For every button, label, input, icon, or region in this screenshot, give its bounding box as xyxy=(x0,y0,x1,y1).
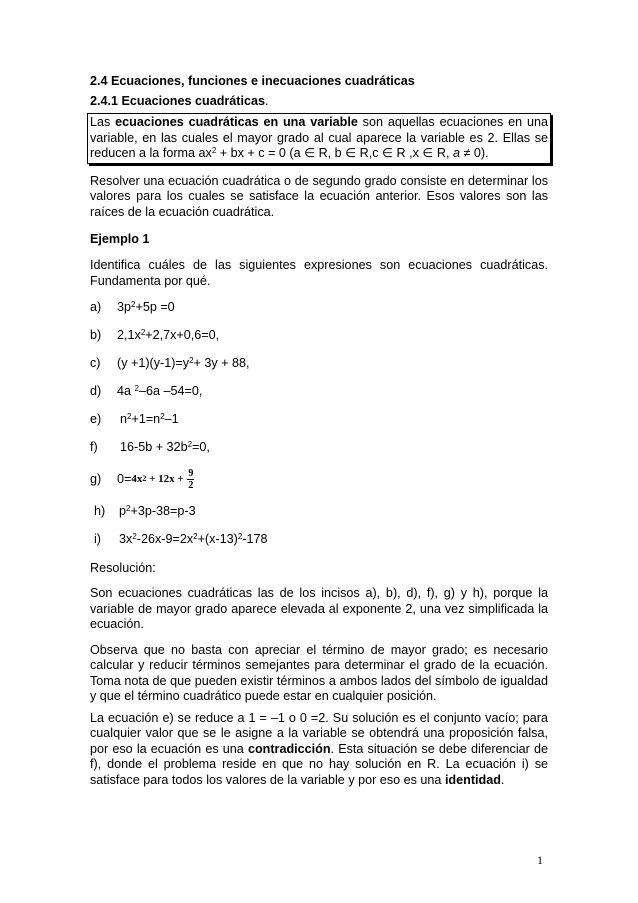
item-e xyxy=(90,411,548,427)
fraction: $\frac{9}{2}$ xyxy=(188,467,194,491)
definition-text-3: + bx + c = 0 (a ∈ R, b ∈ R,c ∈ R ,x ∈ R, xyxy=(216,146,453,160)
item-f xyxy=(90,439,548,455)
definition-superscript: 2 xyxy=(211,146,217,155)
definition-text-1: Las xyxy=(90,115,116,129)
item-expression: 4a $^2$–6a –54=0, xyxy=(117,384,203,398)
item-h xyxy=(90,503,548,519)
item-label: d) xyxy=(90,384,102,398)
resolution-paragraph-3: La ecuación e) se reduce a 1 = –1 o 0 =2. Su solución es el conjunto vacío; para cualquier valor que se le asigne a la variable se obtendrá una proposición falsa, por eso la ecuación es una contradicción. Esta situación se debe diferenciar de f), donde el problema reside en que no hay solución en R. La ecuación i) se satisface para todos los valores de la variable y por eso es una identidad. xyxy=(90,710,548,787)
item-expression: $n^2+1=n^2-1$ xyxy=(120,412,179,426)
item-label: e) xyxy=(90,412,102,426)
item-expression: $3p^2+5p =0$ xyxy=(117,300,175,314)
item-b xyxy=(90,327,548,343)
item-g xyxy=(90,465,548,493)
item-expression: $p^2+3p-38=p-3$ xyxy=(119,504,196,518)
definition-text-2: son aquellas ecuaciones en una variable, en las cuales el mayor grado al cual aparece la variable es 2. Ellas se reducen a la forma ax xyxy=(90,115,548,160)
item-label: f) xyxy=(90,440,98,454)
resolution-paragraph-2: Observa que no basta con apreciar el término de mayor grado; es necesario calcular y reducir términos semejantes para determinar el grado de la ecuación. Toma nota de que pueden existir términos a ambos lados del símbolo de igualdad y que el término cuadrático puede estar en cualquier posición. xyxy=(90,642,548,703)
page-content xyxy=(90,73,548,788)
example-title: Ejemplo 1 xyxy=(90,232,150,246)
item-label: h) xyxy=(94,504,106,518)
term-identidad: identidad xyxy=(444,772,501,787)
subsection-period: . xyxy=(265,94,269,108)
subsection-title: 2.4.1 Ecuaciones cuadráticas xyxy=(90,94,266,108)
item-expression: $(y +1)(y-1)=y^2+ 3y + 88$, xyxy=(117,356,250,370)
item-expression: $16-5b + 32b^2=0$, xyxy=(120,440,210,454)
resolution-title: Resolución: xyxy=(90,561,156,575)
item-label: g) xyxy=(90,472,102,486)
item-expression: 0= 4x 2 + 12x + $\frac{9}{2}$ xyxy=(117,467,194,491)
item-label: i) xyxy=(94,532,101,546)
item-label: c) xyxy=(90,356,101,370)
item-label: a) xyxy=(90,300,102,314)
intro-paragraph: Resolver una ecuación cuadrática o de segundo grado consiste en determinar los valores para los cuales se satisface la ecuación anterior. Esos valores son las raíces de la ecuación cuadrática. xyxy=(90,173,548,219)
definition-text-4: ≠ 0). xyxy=(459,146,489,160)
subsection-heading xyxy=(90,93,548,109)
item-d xyxy=(90,383,548,399)
item-label: b) xyxy=(90,328,102,342)
item-i xyxy=(90,531,548,547)
item-expression: $2,1x^2+2,7x+0,6=0$, xyxy=(117,328,220,342)
resolution-paragraph-1: Son ecuaciones cuadráticas las de los incisos a), b), d), f), g) y h), porque la variable de mayor grado aparece elevada al exponente 2, una vez simplificada la ecuación. xyxy=(90,586,548,631)
definition-term: ecuaciones cuadráticas en una variable xyxy=(115,115,358,129)
item-a xyxy=(90,299,548,315)
page-number: 1 xyxy=(537,853,543,867)
term-contradiccion: contradicción xyxy=(247,741,331,756)
definition-box xyxy=(87,113,551,164)
definition-a-italic: a xyxy=(452,146,460,160)
instruction-paragraph: Identifica cuáles de las siguientes expresiones son ecuaciones cuadráticas. Fundamenta por qué. xyxy=(90,258,548,288)
item-expression: $3x^2-26x-9=2x^2+(x-13)^2-178$ xyxy=(119,532,268,546)
section-title: 2.4 Ecuaciones, funciones e inecuaciones cuadráticas xyxy=(90,74,415,88)
item-c xyxy=(90,355,548,371)
